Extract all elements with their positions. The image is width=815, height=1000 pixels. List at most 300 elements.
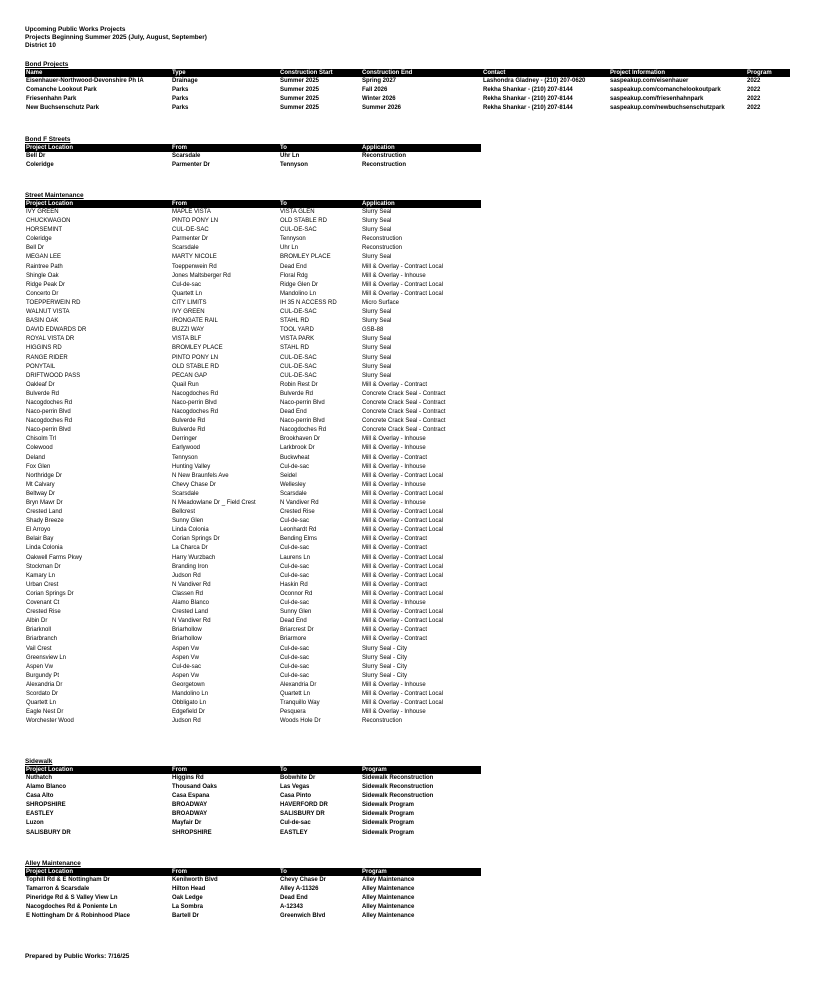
table-cell: Summer 2025 (280, 105, 320, 112)
table-cell: Naco-perrin Blvd (26, 427, 71, 434)
header-subtitle: Projects Beginning Summer 2025 (July, August, September) (25, 34, 207, 41)
table-cell: Pineridge Rd & S Valley View Ln (26, 895, 118, 902)
table-row (25, 544, 481, 553)
table-cell: Wellesley (280, 481, 306, 488)
bond-f-streets-section (25, 136, 481, 170)
table-cell: Alley Maintenance (362, 886, 415, 893)
table-row (25, 272, 481, 281)
table-cell: Slurry Seal (362, 372, 392, 379)
table-cell: Quartett Ln (172, 290, 203, 297)
table-row (25, 263, 481, 272)
table-cell: BROADWAY (172, 802, 208, 809)
table-cell: Aspen Vw (172, 645, 200, 652)
table-cell: Mill & Overlay - Inhouse (362, 481, 426, 488)
table-cell: Judson Rd (172, 572, 201, 579)
table-cell: Mill & Overlay - Contract Local (362, 472, 444, 479)
table-cell: EASTLEY (280, 829, 308, 836)
table-cell: Bulverde Rd (26, 390, 60, 397)
table-cell: Colewood (26, 445, 53, 452)
table-row (25, 774, 481, 783)
table-cell: Sunny Glen (172, 518, 204, 525)
table-cell: Hunting Valley (172, 463, 211, 470)
table-cell: Nacogdoches Rd (172, 390, 219, 397)
table-cell: Mill & Overlay - Inhouse (362, 272, 426, 279)
table-cell: Chisolm Trl (26, 436, 57, 443)
table-cell: Cul-de-sac (172, 281, 202, 288)
alley-maintenance-section (25, 860, 481, 921)
table-cell: Parmenter Dr (172, 236, 209, 243)
table-cell: SALISBURY DR (26, 829, 71, 836)
section-title: Alley Maintenance (25, 860, 81, 867)
table-row (25, 226, 481, 235)
table-row (25, 663, 481, 672)
table-header-row (25, 200, 481, 208)
table-cell: Deland (26, 454, 46, 461)
table-cell: Mt Calvary (26, 481, 55, 488)
table-cell: Alley Maintenance (362, 904, 415, 911)
table-cell: Sidewalk Reconstruction (362, 793, 434, 800)
table-cell: Coleridge (26, 162, 54, 169)
table-cell: Chevy Chase Dr (172, 481, 217, 488)
table-cell: Parmenter Dr (172, 162, 211, 169)
table-cell: Oakleaf Dr (26, 381, 55, 388)
table-cell: Summer 2026 (362, 105, 402, 112)
table-row (25, 645, 481, 654)
table-row (25, 104, 790, 113)
table-row (25, 372, 481, 381)
table-cell: Cul-de-sac (280, 654, 310, 661)
table-cell: Cul-de-sac (280, 600, 310, 607)
table-cell: Thousand Oaks (172, 784, 218, 791)
table-cell: BUZZI WAY (172, 327, 204, 334)
table-cell: Aspen Vw (172, 672, 200, 679)
table-cell: Comanche Lookout Park (26, 87, 97, 94)
table-cell: Cul-de-sac (172, 663, 202, 670)
table-row (25, 253, 481, 262)
column-header: Type (171, 69, 279, 77)
table-row (25, 86, 790, 95)
table-cell: Mill & Overlay - Contract (362, 381, 428, 388)
bond-f-streets-table (25, 144, 481, 170)
sidewalk-section (25, 758, 481, 838)
table-cell: Concrete Crack Seal - Contract (362, 399, 446, 406)
table-cell: Las Vegas (280, 784, 310, 791)
table-cell: N Vandiver Rd (172, 581, 211, 588)
table-cell: Parks (172, 87, 189, 94)
table-cell: Reconstruction (362, 245, 403, 252)
table-row (25, 208, 481, 217)
table-cell: Mill & Overlay - Contract Local (362, 281, 444, 288)
table-row (25, 783, 481, 792)
table-row (25, 244, 481, 253)
table-cell: Slurry Seal - City (362, 654, 408, 661)
table-cell: Scarsdale (172, 245, 199, 252)
table-cell: Mill & Overlay - Inhouse (362, 600, 426, 607)
table-cell: saspeakup.com/comanchelookoutpark (610, 87, 721, 94)
table-cell: N New Braunfels Ave (172, 472, 229, 479)
table-row (25, 344, 481, 353)
table-cell: Rekha Shankar - (210) 207-8144 (483, 96, 573, 103)
table-cell: Jones Maltsberger Rd (172, 272, 231, 279)
table-cell: Alley Maintenance (362, 877, 415, 883)
column-header: Name (25, 69, 171, 77)
table-cell: Ridge Peak Dr (26, 281, 66, 288)
table-row (25, 381, 481, 390)
table-cell: IVY GREEN (26, 209, 59, 215)
column-header: Project Information (609, 69, 746, 77)
table-cell: SALISBURY DR (280, 811, 325, 818)
table-cell: Mill & Overlay - Contract Local (362, 563, 444, 570)
table-cell: Quartett Ln (26, 700, 57, 707)
table-row (25, 554, 481, 563)
table-cell: Dead End (280, 263, 307, 270)
table-row (25, 572, 481, 581)
table-cell: Uhr Ln (280, 245, 299, 252)
table-cell: N Meadowlane Dr _ Field Crest (172, 500, 256, 506)
bond-projects-section (25, 61, 790, 113)
table-cell: Mill & Overlay - Inhouse (362, 709, 426, 716)
table-cell: BASIN OAK (26, 318, 59, 325)
table-cell: Greenwich Blvd (280, 913, 326, 920)
table-row (25, 635, 481, 644)
table-cell: Kamary Ln (26, 572, 56, 579)
table-cell: Higgins Rd (172, 775, 204, 781)
table-row (25, 526, 481, 535)
column-header: Contact (482, 69, 609, 77)
table-cell: Mill & Overlay - Contract (362, 536, 428, 543)
table-cell: Northridge Dr (26, 472, 63, 479)
table-cell: Briarcrest Dr (280, 627, 314, 634)
table-cell: PINTO PONY LN (172, 218, 219, 225)
table-cell: New Buchsenschutz Park (26, 105, 100, 112)
table-cell: Oak Ledge (172, 895, 203, 902)
table-cell: BROADWAY (172, 811, 208, 818)
column-header: To (279, 868, 361, 876)
table-cell: Crested Rise (280, 509, 315, 516)
table-row (25, 903, 481, 912)
table-cell: Slurry Seal - City (362, 645, 408, 652)
table-row (25, 335, 481, 344)
table-cell: Slurry Seal (362, 309, 392, 316)
table-row (25, 563, 481, 572)
table-cell: Reconstruction (362, 236, 403, 243)
table-cell: Chevy Chase Dr (280, 877, 327, 883)
table-row (25, 399, 481, 408)
table-row (25, 508, 481, 517)
table-cell: Dead End (280, 409, 307, 416)
table-cell: Bell Dr (26, 245, 45, 252)
table-cell: Slurry Seal - City (362, 672, 408, 679)
table-cell: Pesquera (280, 709, 306, 716)
table-cell: Briarknoll (26, 627, 52, 634)
table-cell: Reconstruction (362, 153, 407, 159)
table-cell: Reconstruction (362, 162, 407, 169)
table-cell: Larkbrook Dr (280, 445, 315, 452)
table-cell: Eisenhauer-Northwood-Devonshire Ph IA (26, 78, 144, 84)
table-cell: MEGAN LEE (26, 254, 62, 261)
table-cell: Belair Bay (26, 536, 54, 543)
table-cell: DAVID EDWARDS DR (26, 327, 87, 334)
table-row (25, 235, 481, 244)
table-cell: Casa Espana (172, 793, 210, 800)
table-cell: Georgetown (172, 681, 205, 688)
table-cell: IH 35 N ACCESS RD (280, 299, 337, 306)
table-cell: CUL-DE-SAC (172, 227, 209, 234)
table-header-row (25, 766, 481, 774)
table-row (25, 801, 481, 810)
table-row (25, 912, 481, 921)
table-row (25, 472, 481, 481)
document-page (25, 26, 790, 920)
table-cell: Cul-de-sac (280, 563, 310, 570)
section-title: Street Maintenance (25, 192, 84, 199)
table-cell: Lashondra Gladney - (210) 207-0620 (483, 78, 586, 84)
table-row (25, 717, 481, 726)
table-cell: Naco-perrin Blvd (280, 418, 325, 425)
table-row (25, 454, 481, 463)
table-cell: CUL-DE-SAC (280, 354, 317, 361)
table-cell: Alley A-11326 (280, 886, 319, 893)
table-cell: 2022 (747, 78, 761, 84)
table-cell: Briarmore (280, 636, 307, 643)
table-cell: Covenant Ct (26, 600, 60, 607)
table-cell: Burgundy Pt (26, 672, 60, 679)
table-cell: Linda Colonia (172, 527, 209, 534)
table-cell: Mill & Overlay - Contract Local (362, 290, 444, 297)
table-cell: Briarhollow (172, 636, 202, 643)
table-cell: Cul-de-sac (280, 672, 310, 679)
table-row (25, 281, 481, 290)
table-cell: Slurry Seal (362, 254, 392, 261)
table-cell: Seidel (280, 472, 297, 479)
table-row (25, 876, 481, 885)
table-cell: Oconnor Rd (280, 590, 313, 597)
table-cell: Alamo Blanco (26, 784, 67, 791)
table-cell: Tennyson (280, 236, 306, 243)
table-cell: Woods Hole Dr (280, 718, 321, 725)
table-cell: Scordato Dr (26, 690, 59, 697)
table-row (25, 672, 481, 681)
column-header: From (171, 144, 279, 152)
table-cell: IVY GREEN (172, 309, 205, 316)
table-cell: Mill & Overlay - Inhouse (362, 463, 426, 470)
table-row (25, 599, 481, 608)
table-cell: Parks (172, 96, 189, 103)
table-cell: Aspen Vw (172, 654, 200, 661)
prepared-by-footer: Prepared by Public Works: 7/16/25 (25, 953, 130, 960)
table-cell: Shingle Oak (26, 272, 59, 279)
table-cell: CUL-DE-SAC (280, 363, 317, 370)
table-cell: STAHL RD (280, 345, 310, 352)
table-cell: BROMLEY PLACE (172, 345, 223, 352)
table-cell: Crested Rise (26, 609, 61, 616)
table-cell: Spring 2027 (362, 78, 397, 84)
table-cell: Bulverde Rd (172, 418, 206, 425)
table-cell: Corian Springs Dr (26, 590, 74, 597)
table-cell: Uhr Ln (280, 153, 300, 159)
table-cell: Cul-de-sac (280, 463, 310, 470)
table-row (25, 517, 481, 526)
table-cell: Slurry Seal (362, 354, 392, 361)
table-cell: Mill & Overlay - Contract Local (362, 700, 444, 707)
table-cell: Mayfair Dr (172, 820, 202, 827)
table-cell: VISTA GLEN (280, 209, 315, 215)
table-cell: Ridge Glen Dr (280, 281, 319, 288)
table-cell: Leonhardt Rd (280, 527, 317, 534)
table-cell: VISTA BLF (172, 336, 202, 343)
table-cell: IRONGATE RAIL (172, 318, 218, 325)
table-cell: Alexandria Dr (280, 681, 317, 688)
table-cell: Coleridge (26, 236, 52, 243)
table-cell: Sidewalk Reconstruction (362, 775, 434, 781)
table-cell: Mill & Overlay - Inhouse (362, 681, 426, 688)
table-cell: Mill & Overlay - Contract (362, 454, 428, 461)
table-cell: HIGGINS RD (26, 345, 62, 352)
table-cell: Sunny Glen (280, 609, 312, 616)
table-cell: VISTA PARK (280, 336, 315, 343)
table-row (25, 390, 481, 399)
table-cell: saspeakup.com/eisenhauer (610, 78, 689, 84)
table-row (25, 699, 481, 708)
table-cell: Rekha Shankar - (210) 207-8144 (483, 105, 573, 112)
table-cell: Scarsdale (172, 490, 199, 497)
table-cell: Cul-de-sac (280, 545, 310, 552)
table-cell: Cul-de-sac (280, 645, 310, 652)
table-cell: Scarsdale (280, 490, 307, 497)
column-header: Project Location (25, 200, 171, 208)
table-cell: ROYAL VISTA DR (26, 336, 75, 343)
section-title: Bond F Streets (25, 136, 71, 143)
table-cell: Rekha Shankar - (210) 207-8144 (483, 87, 573, 94)
table-cell: Concrete Crack Seal - Contract (362, 390, 446, 397)
table-cell: Naco-perrin Blvd (172, 399, 217, 406)
column-header: Application (361, 200, 481, 208)
table-cell: Mill & Overlay - Inhouse (362, 436, 426, 443)
table-cell: Nacogdoches Rd (26, 399, 73, 406)
table-cell: Slurry Seal (362, 318, 392, 325)
table-cell: Slurry Seal (362, 363, 392, 370)
table-cell: Concrete Crack Seal - Contract (362, 427, 446, 434)
table-cell: Mill & Overlay - Contract (362, 581, 428, 588)
column-header: From (171, 766, 279, 774)
table-cell: RANGE RIDER (26, 354, 68, 361)
table-cell: Sidewalk Program (362, 811, 415, 818)
table-cell: Naco-perrin Blvd (26, 409, 71, 416)
table-cell: Cul-de-sac (280, 572, 310, 579)
table-cell: Tophill Rd & E Nottingham Dr (26, 877, 110, 883)
table-row (25, 490, 481, 499)
table-cell: Bending Elms (280, 536, 318, 543)
table-cell: Briarhollow (172, 627, 202, 634)
table-cell: GSB-88 (362, 327, 384, 334)
column-header: To (279, 200, 361, 208)
table-cell: Mandolino Ln (172, 690, 209, 697)
table-cell: Mill & Overlay - Contract (362, 636, 428, 643)
table-cell: Judson Rd (172, 718, 201, 725)
table-cell: Mill & Overlay - Contract Local (362, 554, 444, 561)
table-cell: 2022 (747, 96, 761, 103)
table-cell: Mill & Overlay - Contract Local (362, 518, 444, 525)
column-header: Program (361, 766, 481, 774)
document-header (25, 26, 790, 50)
table-cell: Scarsdale (172, 153, 201, 159)
table-cell: PINTO PONY LN (172, 354, 219, 361)
table-cell: Briarbranch (26, 636, 58, 643)
table-cell: Casa Pinto (280, 793, 312, 800)
table-cell: Stockman Dr (26, 563, 61, 570)
table-row (25, 690, 481, 699)
table-header-row (25, 144, 481, 152)
table-row (25, 95, 790, 104)
column-header: To (279, 144, 361, 152)
table-row (25, 290, 481, 299)
table-cell: Urban Crest (26, 581, 59, 588)
table-row (25, 708, 481, 717)
table-cell: Reconstruction (362, 718, 403, 725)
table-cell: Tennyson (172, 454, 198, 461)
table-row (25, 654, 481, 663)
table-cell: Quartett Ln (280, 690, 311, 697)
table-cell: N Vandiver Rd (280, 500, 319, 506)
table-cell: Mill & Overlay - Contract Local (362, 618, 444, 625)
table-cell: Nacogdoches Rd (172, 409, 219, 416)
table-cell: Slurry Seal - City (362, 663, 408, 670)
column-header: Program (361, 868, 481, 876)
column-header: Project Location (25, 766, 171, 774)
column-header: Program (746, 69, 790, 77)
table-cell: Cul-de-sac (280, 820, 311, 827)
table-row (25, 363, 481, 372)
table-row (25, 617, 481, 626)
table-row (25, 894, 481, 903)
table-cell: E Nottingham Dr & Robinhood Place (26, 913, 131, 920)
table-cell: Summer 2025 (280, 78, 320, 84)
table-row (25, 317, 481, 326)
table-row (25, 885, 481, 894)
column-header: Construction Start (279, 69, 361, 77)
table-cell: Tamarron & Scarsdale (26, 886, 90, 893)
table-cell: Nacogdoches Rd & Poniente Ln (26, 904, 118, 911)
table-row (25, 77, 790, 86)
street-maintenance-table (25, 200, 481, 726)
table-row (25, 326, 481, 335)
table-cell: Bellcrest (172, 509, 196, 516)
table-cell: Sidewalk Program (362, 829, 415, 836)
table-cell: MAPLE VISTA (172, 209, 211, 215)
table-cell: HORSEMINT (26, 227, 62, 234)
table-cell: Alley Maintenance (362, 895, 415, 902)
table-row (25, 810, 481, 819)
table-cell: MARTY NICOLE (172, 254, 217, 261)
table-cell: Naco-perrin Blvd (280, 399, 325, 406)
column-header: Construction End (361, 69, 482, 77)
table-row (25, 499, 481, 508)
table-row (25, 626, 481, 635)
table-cell: Concerto Dr (26, 290, 59, 297)
table-cell: Derringer (172, 436, 198, 443)
table-cell: Aspen Vw (26, 663, 54, 670)
table-cell: Harry Wurzbach (172, 554, 216, 561)
table-cell: Oakwell Farms Pkwy (26, 554, 83, 561)
table-row (25, 819, 481, 828)
table-cell: CUL-DE-SAC (280, 227, 317, 234)
table-cell: Hilton Head (172, 886, 206, 893)
table-row (25, 481, 481, 490)
table-cell: Slurry Seal (362, 345, 392, 352)
table-cell: Greensview Ln (26, 654, 67, 661)
table-cell: Alexandria Dr (26, 681, 63, 688)
table-cell: Cul-de-sac (280, 663, 310, 670)
